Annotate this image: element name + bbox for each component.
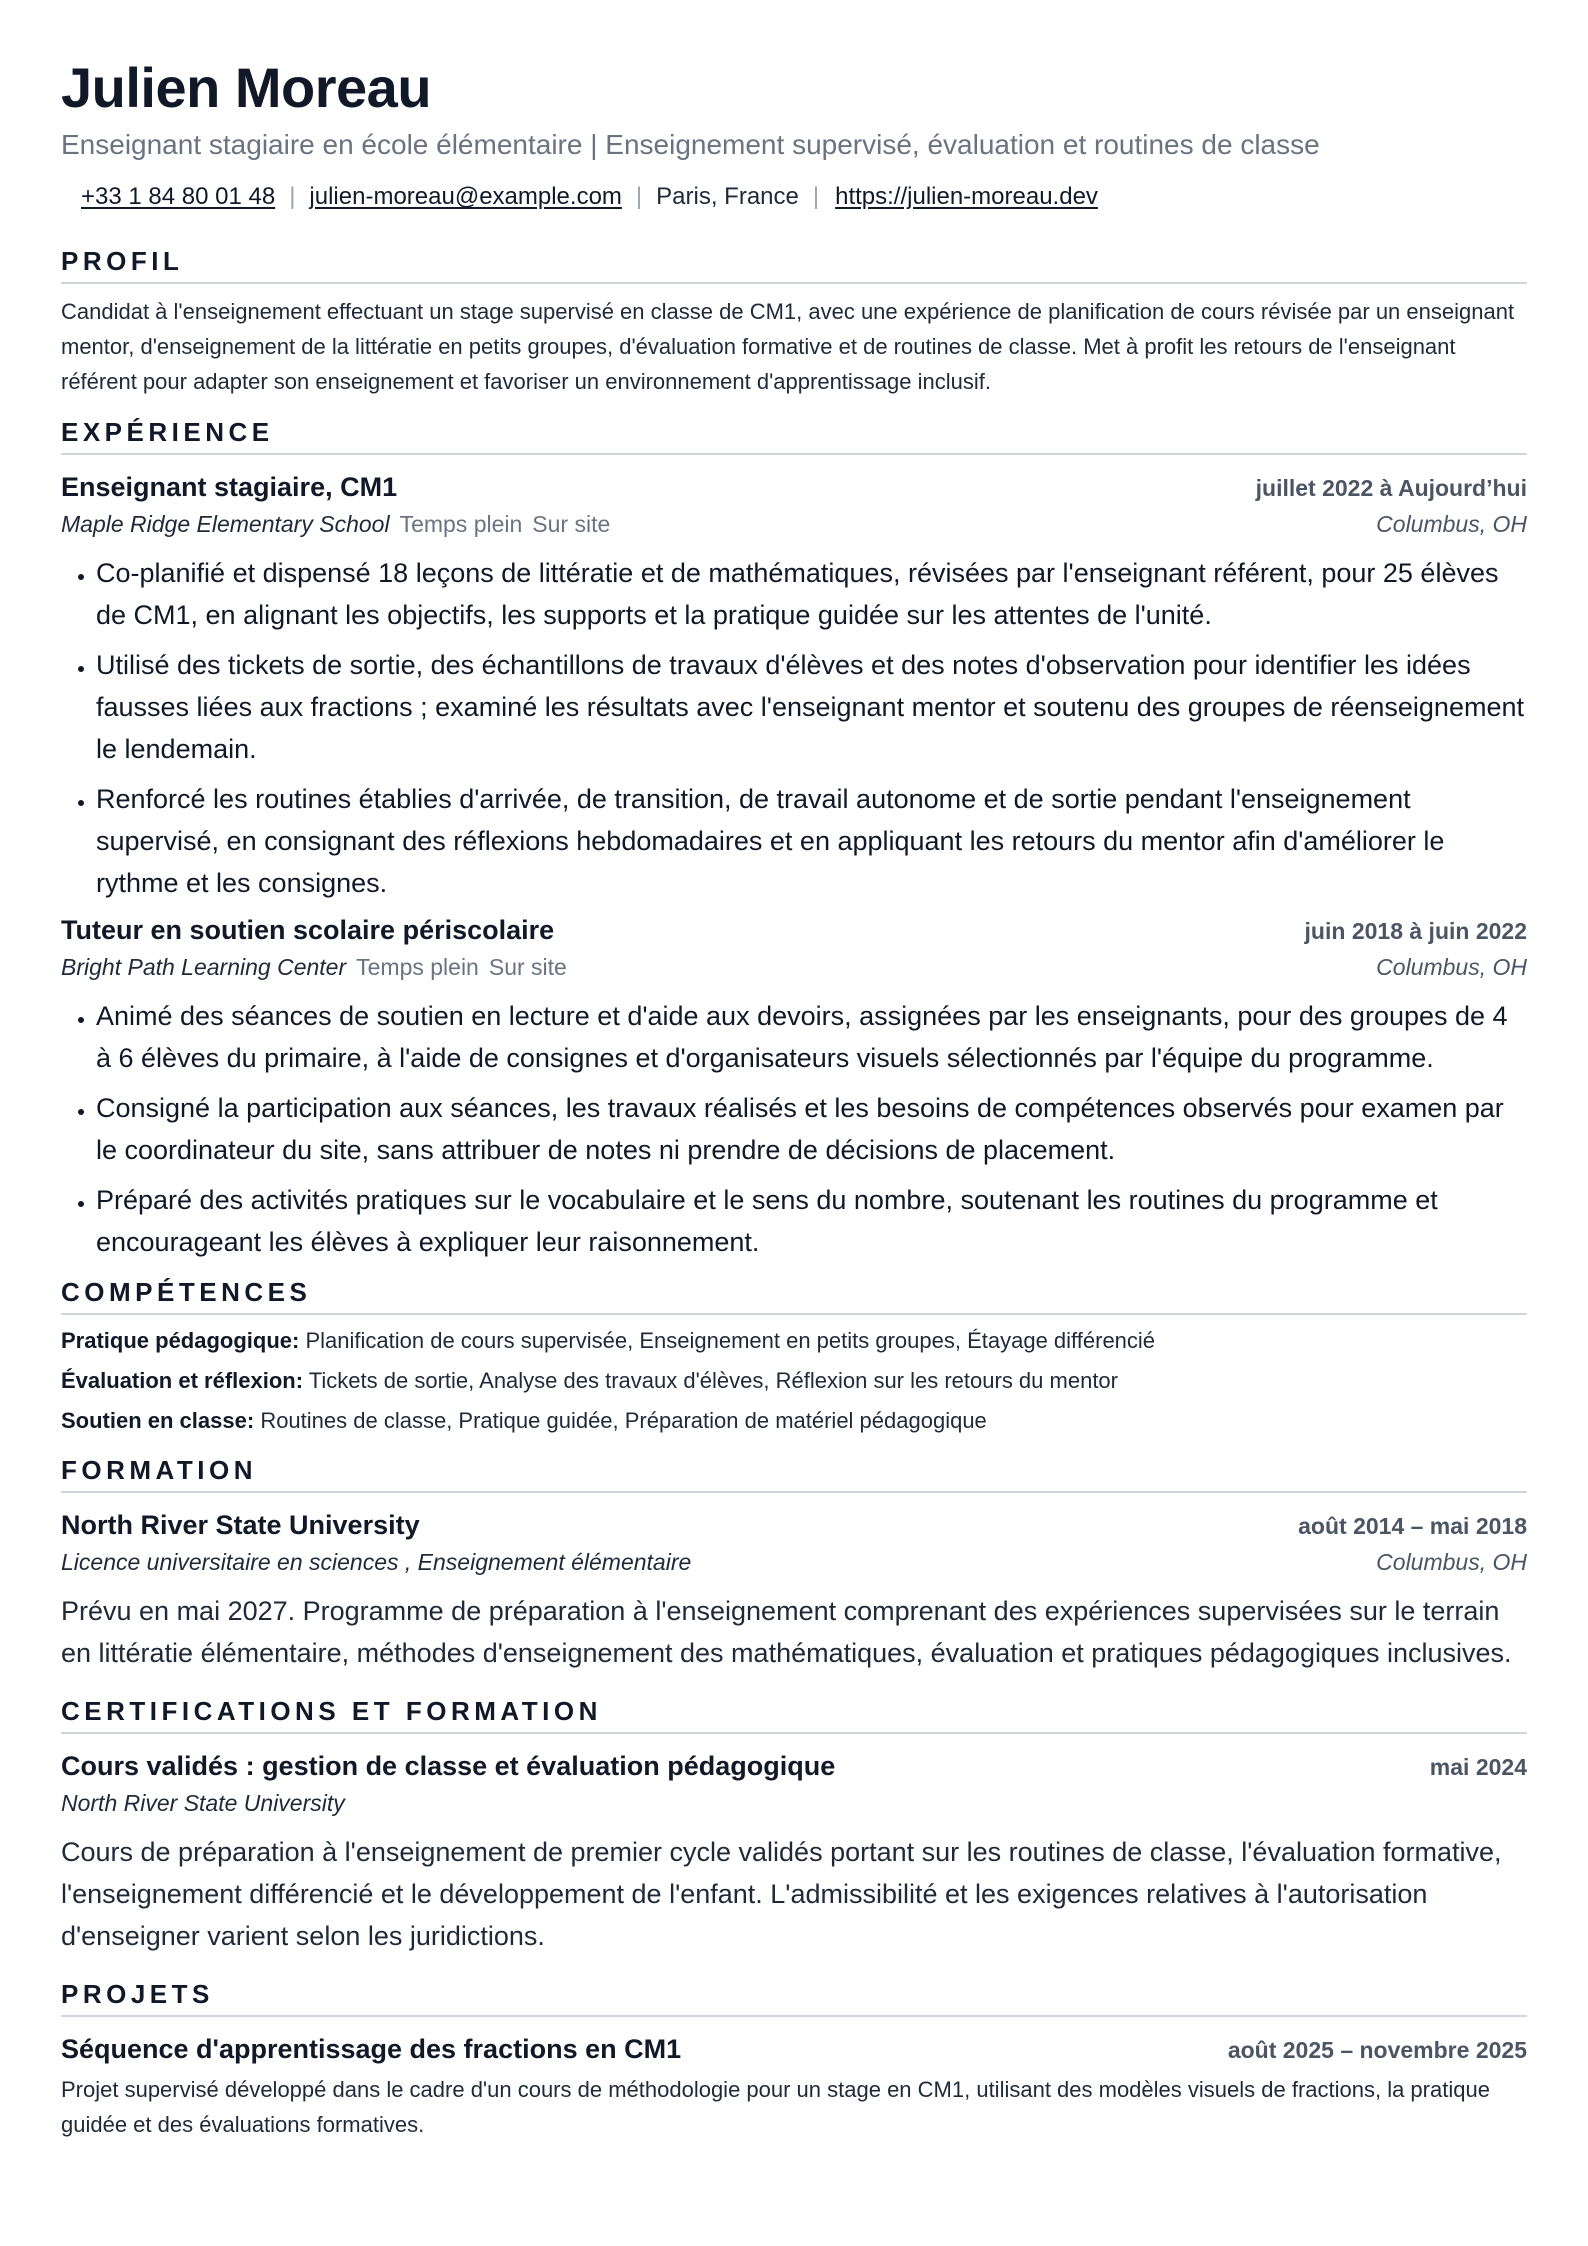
job-title: Tuteur en soutien scolaire périscolaire — [61, 915, 555, 945]
location-text: Paris, France — [656, 183, 799, 210]
website-link[interactable]: https://julien-moreau.dev — [835, 183, 1098, 210]
job-organization: Maple Ridge Elementary School — [61, 511, 390, 537]
skill-label: Pratique pédagogique: — [61, 1328, 300, 1353]
education-description: Prévu en mai 2027. Programme de préparation à l'enseignement comprenant des expériences supervisées sur le terrain en littératie élémentaire, méthodes d'enseignement des mathématiques, évaluation et pratiques pédagogiques inclusives. — [61, 1596, 1512, 1668]
job-bullet: • Utilisé des tickets de sortie, des échantillons de travaux d'élèves et des notes d'observation pour identifier les idées fausses liées aux fractions ; examiné les résultats avec l'enseignant mentor et soutenu des groupes de réenseignement le lendemain. — [96, 644, 1527, 770]
experience-entry — [61, 469, 1527, 904]
education-entry — [61, 1507, 1527, 1674]
section-title: PROJETS — [61, 1979, 1527, 2017]
job-location: Columbus, OH — [1376, 511, 1527, 537]
project-description: Projet supervisé développé dans le cadre d'un cours de méthodologie pour un stage en CM1, utilisant des modèles visuels de fractions, la pratique guidée et des évaluations formatives. — [61, 2077, 1490, 2137]
job-bullet: • Co-planifié et dispensé 18 leçons de littératie et de mathématiques, révisées par l'enseignant référent, pour 25 élèves de CM1, en alignant les objectifs, les supports et la pratique guidée sur les attentes de l'unité. — [96, 552, 1527, 636]
job-title: Enseignant stagiaire, CM1 — [61, 472, 398, 502]
education-date: août 2014 – mai 2018 — [1298, 1513, 1527, 1539]
education-location: Columbus, OH — [1376, 1549, 1527, 1575]
job-bullet: • Animé des séances de soutien en lecture et d'aide aux devoirs, assignées par les enseignants, pour des groupes de 4 à 6 élèves du primaire, à l'aide de consignes et d'organisateurs visuels sélectionnés par l'équipe du programme. — [96, 995, 1527, 1079]
resume-header — [61, 56, 1527, 212]
skill-row — [61, 1361, 1527, 1401]
job-date: juillet 2022 à Aujourd’hui — [1255, 475, 1527, 501]
projects-section — [61, 1979, 1527, 2142]
profile-section — [61, 246, 1527, 399]
skills-list — [61, 1321, 1527, 1441]
section-title: EXPÉRIENCE — [61, 417, 1527, 455]
contact-line — [61, 182, 1527, 212]
experience-section — [61, 417, 1527, 1263]
email-link[interactable]: julien-moreau@example.com — [309, 183, 622, 210]
job-bullets — [61, 552, 1527, 904]
project-entry — [61, 2031, 1527, 2142]
skill-value: Routines de classe, Pratique guidée, Préparation de matériel pédagogique — [260, 1408, 987, 1433]
job-bullet: • Préparé des activités pratiques sur le vocabulaire et le sens du nombre, soutenant les routines du programme et encourageant les élèves à expliquer leur raisonnement. — [96, 1179, 1527, 1263]
skill-label: Soutien en classe: — [61, 1408, 255, 1433]
job-type: Temps plein — [399, 511, 523, 537]
job-bullets — [61, 995, 1527, 1263]
school-name: North River State University — [61, 1510, 420, 1540]
experience-entry — [61, 912, 1527, 1263]
job-mode: Sur site — [532, 511, 611, 537]
job-bullet: • Consigné la participation aux séances, les travaux réalisés et les besoins de compétences observés pour examen par le coordinateur du site, sans attribuer de notes ni prendre de décisions de placement. — [96, 1087, 1527, 1171]
contact-separator: | — [812, 183, 820, 210]
contact-separator: | — [635, 183, 643, 210]
section-title: CERTIFICATIONS ET FORMATION — [61, 1696, 1527, 1734]
certification-date: mai 2024 — [1429, 1754, 1527, 1780]
certification-issuer: North River State University — [61, 1790, 345, 1816]
skill-value: Planification de cours supervisée, Enseignement en petits groupes, Étayage différencié — [305, 1328, 1156, 1353]
candidate-headline: Enseignant stagiaire en école élémentaire | Enseignement supervisé, évaluation et routines de classe — [61, 129, 1320, 160]
section-title: FORMATION — [61, 1455, 1527, 1493]
certifications-section — [61, 1696, 1527, 1957]
phone-link[interactable]: +33 1 84 80 01 48 — [81, 183, 276, 210]
skill-label: Évaluation et réflexion: — [61, 1368, 304, 1393]
skill-row — [61, 1321, 1527, 1361]
job-type: Temps plein — [356, 954, 479, 980]
project-date: août 2025 – novembre 2025 — [1227, 2037, 1527, 2063]
skill-row — [61, 1401, 1527, 1441]
project-name: Séquence d'apprentissage des fractions en CM1 — [61, 2034, 682, 2064]
degree-name: Licence universitaire en sciences , Enseignement élémentaire — [61, 1549, 692, 1575]
education-section — [61, 1455, 1527, 1674]
candidate-name: Julien Moreau — [61, 56, 432, 119]
profile-text: Candidat à l'enseignement effectuant un stage supervisé en classe de CM1, avec une expérience de planification de cours révisée par un enseignant mentor, d'enseignement de la littératie en petits groupes, d'évaluation formative et de routines de classe. Met à profit les retours de l'enseignant référent pour adapter son enseignement et favoriser un environnement d'apprentissage inclusif. — [61, 299, 1515, 394]
job-mode: Sur site — [488, 954, 567, 980]
contact-separator: | — [289, 183, 296, 210]
job-date: juin 2018 à juin 2022 — [1304, 918, 1527, 944]
job-bullet: • Renforcé les routines établies d'arrivée, de transition, de travail autonome et de sortie pendant l'enseignement supervisé, en consignant des réflexions hebdomadaires et en appliquant les retours du mentor afin d'améliorer le rythme et les consignes. — [96, 778, 1527, 904]
skill-value: Tickets de sortie, Analyse des travaux d'élèves, Réflexion sur les retours du mentor — [308, 1368, 1118, 1393]
skills-section — [61, 1277, 1527, 1441]
job-organization: Bright Path Learning Center — [61, 954, 347, 980]
section-title: COMPÉTENCES — [61, 1277, 1527, 1315]
section-title: PROFIL — [61, 246, 1527, 284]
job-location: Columbus, OH — [1376, 954, 1527, 980]
certification-name: Cours validés : gestion de classe et évaluation pédagogique — [61, 1751, 836, 1781]
certification-entry — [61, 1748, 1527, 1957]
certification-description: Cours de préparation à l'enseignement de premier cycle validés portant sur les routines de classe, l'évaluation formative, l'enseignement différencié et le développement de l'enfant. L'admissibilité et les exigences relatives à l'autorisation d'enseigner varient selon les juridictions. — [61, 1837, 1502, 1951]
